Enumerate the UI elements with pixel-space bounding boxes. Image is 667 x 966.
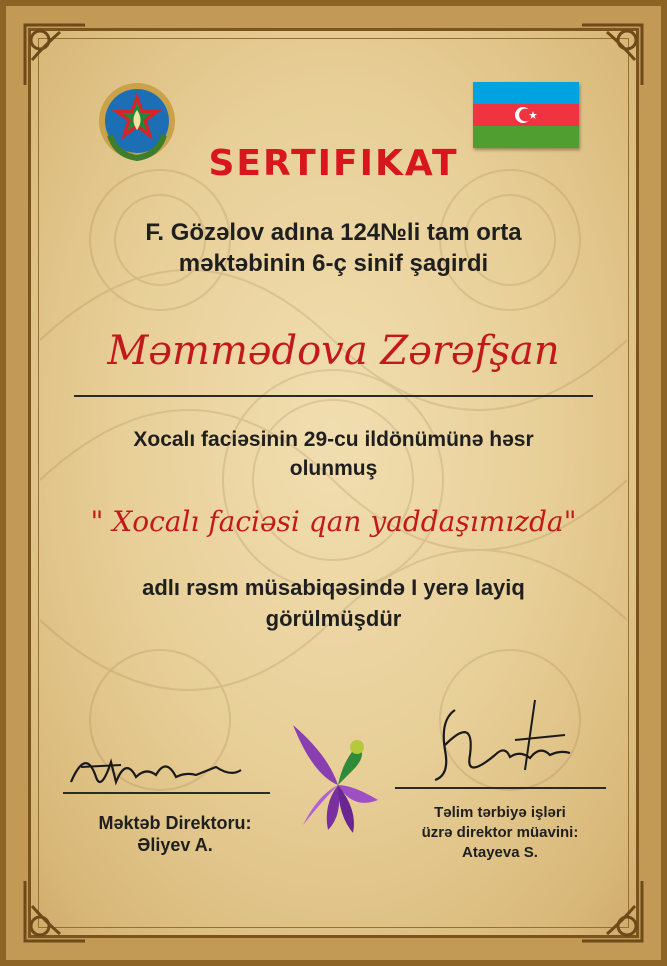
deputy-director-block <box>395 803 605 863</box>
intro-text <box>60 217 607 279</box>
signature-line-right <box>395 787 606 789</box>
signature-left-icon <box>66 737 246 797</box>
award-line-1: adlı rəsm müsabiqəsində I yerə layiq <box>142 575 525 600</box>
director-block <box>70 812 280 856</box>
signature-right-icon <box>415 695 575 790</box>
director-role: Məktəb Direktoru: <box>98 813 252 833</box>
azerbaijan-flag-icon <box>473 82 579 148</box>
dedication-line-2: olunmuş <box>289 457 378 480</box>
corner-ornament-icon <box>577 876 647 946</box>
dedication-line-1: Xocalı faciəsinin 29-cu ildönümünə həsr <box>133 428 534 451</box>
corner-ornament-icon <box>20 876 90 946</box>
award-text <box>60 572 607 634</box>
name-underline <box>74 395 593 397</box>
intro-line-1: F. Gözəlov adına 124№li tam orta <box>145 219 522 246</box>
khari-bulbul-flower-icon <box>283 715 393 835</box>
deputy-role-line-1: Təlim tərbiyə işləri <box>434 804 566 821</box>
dedication-text <box>60 425 607 483</box>
director-name: Əliyev A. <box>137 835 213 855</box>
award-line-2: görülmüşdür <box>265 606 402 631</box>
corner-ornament-icon <box>577 20 647 90</box>
recipient-name: Məmmədova Zərəfşan <box>107 328 560 374</box>
competition-title: " Xocalı faciəsi qan yaddaşımızda" <box>90 505 577 538</box>
corner-ornament-icon <box>20 20 90 90</box>
deputy-name: Atayeva S. <box>462 844 538 861</box>
intro-line-2: məktəbinin 6-ç sinif şagirdi <box>178 250 489 277</box>
signature-line-left <box>63 792 270 794</box>
certificate-title: SERTIFIKAT <box>208 143 459 184</box>
deputy-role-line-2: üzrə direktor müavini: <box>421 824 579 841</box>
